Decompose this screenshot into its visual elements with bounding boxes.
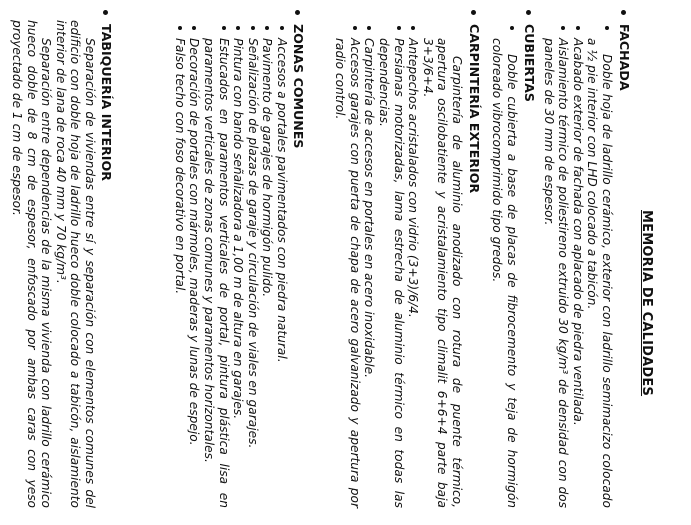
section-title: FACHADA bbox=[617, 24, 632, 91]
list-item: Falso techo con foso decorativo en portal. bbox=[172, 38, 187, 508]
bullet-icon bbox=[192, 26, 196, 30]
section-heading-zonas-comunes bbox=[290, 24, 305, 504]
list-item: Carpintería de accesos en portales en acero inoxidable. bbox=[362, 38, 377, 508]
fachada-list bbox=[541, 38, 614, 508]
bullet-icon bbox=[411, 26, 415, 30]
bullet-icon bbox=[561, 26, 565, 30]
section-title: CARPINTERÍA EXTERIOR bbox=[467, 24, 482, 194]
list-item: Doble hoja de ladrillo cerámico, exterior con ladrillo semimacizo colocado a ½ pie interior con LHD colocado a tabicón. bbox=[585, 38, 614, 508]
bullet-icon bbox=[397, 26, 401, 30]
list-item: Persianas motorizadas, lama estrecha de aluminio térmico en todas las dependencias. bbox=[376, 38, 405, 508]
list-item: Antepechos acristalados con vidrio (3+3)/6/4. bbox=[406, 38, 421, 508]
list-item: Accesos garajes con puerta de chapa de acero galvanizado y apertura por radio control. bbox=[333, 38, 362, 508]
bullet-icon bbox=[280, 26, 284, 30]
tabiqueria-paragraph: Separación entre dependencias de la misma vivienda con ladrillo cerámico hueco doble de 8 cm de espesor, enfoscado por ambas caras con yeso proyectado de 1 cm de espesor. bbox=[10, 20, 54, 508]
list-item: Aislamiento térmico de poliestireno extruido 30 kg/m³ de densidad con dos paneles de 30 mm de espesor. bbox=[541, 38, 570, 508]
section-title: CUBIERTAS bbox=[522, 24, 537, 102]
list-item: Decoración de portales con mármoles, maderas y lunas de espejo. bbox=[187, 38, 202, 508]
section-heading-cubiertas bbox=[521, 24, 536, 504]
tabiqueria-paragraph: Separación de viviendas entre sí y separación con elementos comunes del edificio con doble hoja de ladrillo hueco doble colocado a tabicón, aislamiento interior de lana de roca 40 mm y 70 kg/m³. bbox=[53, 20, 97, 508]
bullet-icon bbox=[367, 26, 371, 30]
section-title: ZONAS COMUNES bbox=[291, 24, 306, 149]
bullet-icon bbox=[222, 26, 226, 30]
section-bullet bbox=[103, 10, 108, 15]
bullet-icon bbox=[236, 26, 240, 30]
section-bullet bbox=[295, 10, 300, 15]
bullet-icon bbox=[353, 26, 357, 30]
bullet-icon bbox=[576, 26, 580, 30]
section-title: TABIQUERÍA INTERIOR bbox=[99, 24, 114, 181]
section-heading-tabiqueria bbox=[98, 24, 113, 504]
list-item: Pintura con bando señalizadora a 1,00 m de altura en garajes. bbox=[231, 38, 246, 508]
section-heading-fachada bbox=[616, 24, 631, 504]
list-item: Pavimento de garajes de hormigón pulido. bbox=[260, 38, 275, 508]
list-item: Estucados en paramentos verticales de portal, pintura plástica lisa en paramentos verticales de zonas comunes y paramentos horizontales. bbox=[201, 38, 230, 508]
carpinteria-block bbox=[333, 38, 464, 508]
list-item: Acabado exterior de fachada con aplacado de piedra ventilada. bbox=[570, 38, 585, 508]
list-item: Accesos a portales pavimentados con piedra natural. bbox=[274, 38, 289, 508]
bullet-icon bbox=[265, 26, 269, 30]
section-bullet bbox=[471, 10, 476, 15]
carpinteria-intro: Carpintería de aluminio anodizado con rotura de puente térmico, apertura oscilobatiente y acristalamiento tipo climalit 6+6+4 parte baja 3+3/6+4. bbox=[420, 38, 464, 508]
bullet-icon bbox=[178, 26, 182, 30]
cubiertas-list bbox=[490, 38, 519, 508]
document-title: MEMORIA DE CALIDADES bbox=[639, 210, 654, 397]
list-item: Señalización de plazas de garaje y circulación de viales en garajes. bbox=[245, 38, 260, 508]
bullet-icon bbox=[605, 26, 609, 30]
tabiqueria-block bbox=[9, 20, 97, 508]
zonas-comunes-list bbox=[172, 38, 289, 508]
bullet-icon bbox=[510, 26, 514, 30]
section-heading-carpinteria bbox=[466, 24, 481, 504]
section-bullet bbox=[526, 10, 531, 15]
bullet-icon bbox=[251, 26, 255, 30]
list-item: Doble cubierta a base de placas de fibrocemento y teja de hormigón coloreado vibrocomprimido tipo gredos. bbox=[490, 38, 519, 508]
section-bullet bbox=[621, 10, 626, 15]
